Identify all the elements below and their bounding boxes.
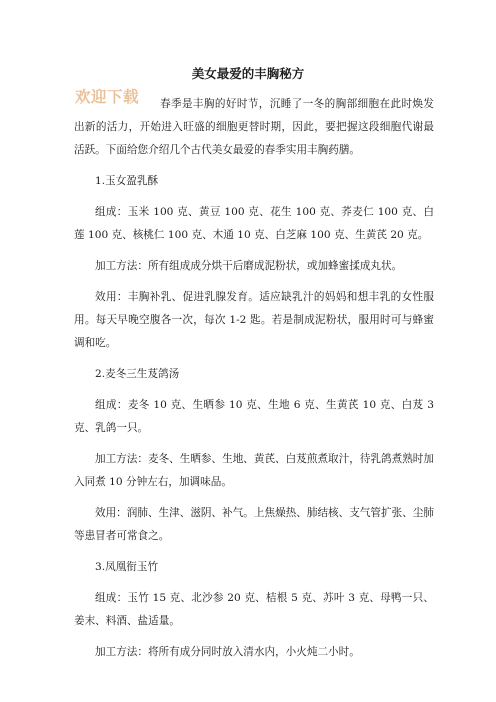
recipe-method: 加工方法：将所有成分同时放入清水内，小火炖二小时。 xyxy=(95,646,360,658)
recipe-ingredients: 组成：玉竹 15 克、北沙参 20 克、桔根 5 克、苏叶 3 克、母鸭一只、姜末、料酒、盐适量。 xyxy=(74,592,434,627)
watermark-stamp: 欢迎下载 xyxy=(75,87,140,106)
recipe-method: 加工方法：所有组成成分烘干后磨成泥粉状，或加蜂蜜揉成丸状。 xyxy=(95,260,403,272)
recipe-heading: 2.麦冬三生芨鸽汤 xyxy=(95,368,180,380)
document-title: 美女最爱的丰胸秘方 xyxy=(191,66,305,81)
recipe-effect: 效用：丰胸补乳、促进乳腺发育。适应缺乳汁的妈妈和想丰乳的女性服用。每天早晚空腹各一次，每次 1-2 匙。若是制成泥粉状，服用时可与蜂蜜调和吃。 xyxy=(74,291,434,349)
document-body xyxy=(74,93,434,664)
intro-paragraph: 春季是丰胸的好时节，沉睡了一冬的胸部细胞在此时焕发出新的活力，开始进入旺盛的细胞更替时期，因此，要把握这段细胞代谢最活跃。下面给您介绍几个古代美女最爱的春季实用丰胸药膳。 xyxy=(74,98,434,156)
recipe-effect: 效用：润肺、生津、滋阴、补气。上焦燥热、肺结核、支气管扩张、尘肺等患冒者可常食之。 xyxy=(74,507,434,542)
recipe-ingredients: 组成：麦冬 10 克、生晒参 10 克、生地 6 克、生黄芪 10 克、白芨 3 克、乳鸽一只。 xyxy=(74,399,434,434)
recipe-heading: 1.玉女盈乳酥 xyxy=(95,175,159,187)
recipe-ingredients: 组成：玉米 100 克、黄豆 100 克、花生 100 克、荞麦仁 100 克、白莲 100 克、核桃仁 100 克、木通 10 克、白芝麻 100 克、生黄芪 20 克。 xyxy=(74,206,434,241)
recipe-heading: 3.凤凰衔玉竹 xyxy=(95,561,159,573)
recipe-method: 加工方法：麦冬、生晒参、生地、黄芪、白芨煎煮取汁，待乳鸽煮熟时加入同煮 10 分钟左右，加调味品。 xyxy=(74,453,434,488)
